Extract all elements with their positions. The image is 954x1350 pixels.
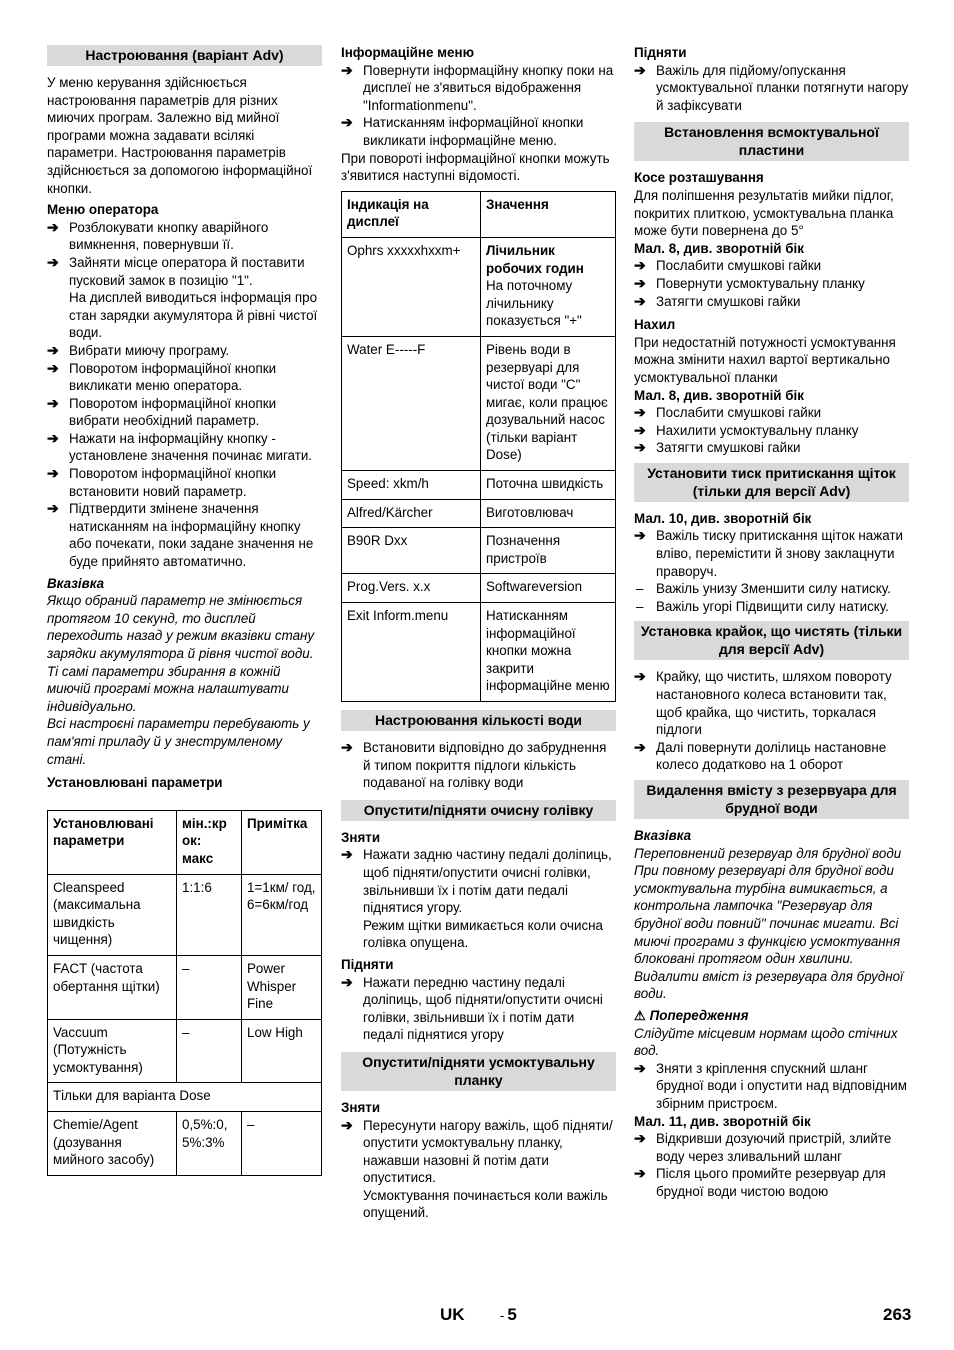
table-row [342, 528, 616, 574]
section-header-dirty-water: Видалення вмісту з резервуара для брудної води [634, 780, 909, 819]
tilt-text: При недостатній потужності усмоктування можна змінити нахил вартої вертикально усмоктувальної планки [634, 334, 896, 385]
table-header: Значення [481, 191, 616, 237]
squeegee-lower-note: Усмоктування починається коли важіль опущений. [363, 1187, 608, 1221]
section-header-cleaning-edges: Установка крайок, що чистять (тільки для версії Adv) [634, 621, 909, 660]
tilt-step: ➔ Затягти смушкові гайки [634, 439, 909, 457]
oblique-step: ➔ Затягти смушкові гайки [634, 293, 909, 311]
table-cell: Поточна швидкість [481, 471, 616, 500]
table-cell: Chemie/Agent (дозування мийного засобу) [48, 1112, 177, 1176]
operator-step: ➔ Нажати на інформаційну кнопку - установлене значення починає мигати. [47, 430, 322, 465]
section-header-settings: Настроювання (варіант Adv) [47, 45, 322, 66]
table-row [342, 336, 616, 470]
table-span-cell: Тільки для варіанта Dose [48, 1083, 322, 1112]
column-middle [341, 44, 616, 1222]
operator-step: ➔ Розблокувати кнопку аварійного вимкнення, повернувши її. [47, 219, 322, 254]
table-row [342, 471, 616, 500]
water-step: ➔ Встановити відповідно до забруднення й типом покриття підлоги кількість подаваної на голівку води [341, 739, 616, 792]
column-left [47, 44, 322, 1184]
footer-page-number: 5 [507, 1305, 517, 1324]
table-cell: Cleanspeed (максимальна швидкість чищення) [48, 874, 177, 955]
table-row [342, 237, 616, 336]
lower-title: Зняти [341, 829, 381, 845]
squeegee-raise-step: ➔ Важіль для підйому/опускання усмоктувальної планки потягнути нагору й зафіксувати [634, 62, 909, 115]
raise-title: Підняти [341, 956, 394, 972]
oblique-text: Для поліпшення результатів мийки підлог, покритих плиткою, усмоктувальна планка може бути повернена до 5° [634, 187, 894, 239]
squeegee-lower-title: Зняти [341, 1099, 381, 1115]
operator-step: ➔ Підтвердити змінене значення натисканням на інформаційну кнопку або почекати, поки задане значення не буде прийнято автоматично. [47, 500, 322, 570]
drain-step: ➔ Відкривши дозуючий пристрій, злийте воду через зливальний шланг [634, 1130, 909, 1165]
warning-triangle-icon: ⚠ [634, 1007, 646, 1023]
operator-step: ➔ Поворотом інформаційної кнопки вибрати необхідний параметр. [47, 395, 322, 430]
oblique-step: ➔ Повернути усмоктувальну планку [634, 275, 909, 293]
table-cell: Power Whisper Fine [242, 955, 322, 1019]
table-cell: Speed: xkm/h [342, 471, 481, 500]
warning-text: Слідуйте місцевим нормам щодо стічних вод. [634, 1025, 898, 1059]
operator-step: ➔ Вибрати миючу програму. [47, 342, 322, 360]
info-table [341, 191, 616, 702]
tilt-title: Нахил [634, 317, 676, 333]
params-table [47, 810, 322, 1176]
table-header: мін.:кр ок: макс [177, 810, 242, 874]
params-title: Установлювані параметри [47, 775, 223, 791]
section-header-brush-pressure: Установити тиск притискання щіток (тільки для версії Adv) [634, 463, 909, 502]
pressure-option: – Важіль угорі Підвищити силу натиску. [634, 598, 909, 616]
page-footer [0, 1306, 954, 1330]
table-cell [481, 237, 616, 336]
table-cell: 1=1км/ год, 6=6км/год [242, 874, 322, 955]
table-cell: 1:1:6 [177, 874, 242, 955]
table-cell: Натисканням інформаційної кнопки можна закрити інформаційне меню [481, 603, 616, 702]
table-cell: Water E-----F [342, 336, 481, 470]
drain-step: ➔ Зняти з кріплення спускний шланг брудної води і опустити над відповідним збірним пристроєм. [634, 1060, 909, 1113]
squeegee-raise-title: Підняти [634, 45, 687, 60]
table-cell: Softwareversion [481, 574, 616, 603]
squeegee-lower-step: ➔ Пересунути нагору важіль, щоб підняти/опустити усмоктувальну планку, нажавши назовні й потім дати опуститися. [341, 1117, 616, 1187]
lower-step: ➔ Нажати задню частину педалі доліпиць, щоб підняти/опустити очисні голівки, звільнивши їх і потім дати педалі піднятися угору. [341, 846, 616, 916]
operator-menu-title: Меню оператора [47, 202, 159, 218]
info-menu-title: Інформаційне меню [341, 45, 475, 60]
section-header-squeegee: Опустити/підняти усмоктувальну планку [341, 1052, 616, 1091]
edge-step: ➔ Далі повернути долілиць настановне колесо додатково на 1 оборот [634, 739, 909, 774]
raise-step: ➔ Нажати передню частину педалі доліпиць, щоб підняти/опустити очисні голівки, звільнивши їх і потім дати педалі піднятися угору [341, 974, 616, 1044]
tilt-step: ➔ Послабити смушкові гайки [634, 404, 909, 422]
note-title: Вказівка [47, 575, 105, 591]
note-title: Вказівка [634, 828, 692, 843]
info-step: ➔ Натисканням інформаційної кнопки викликати інформаційне меню. [341, 114, 616, 149]
table-cell: Виготовлювач [481, 499, 616, 528]
drain-step: ➔ Після цього промийте резервуар для брудної води чистою водою [634, 1165, 909, 1200]
table-cell: Позначення пристроїв [481, 528, 616, 574]
table-cell: Vaccuum (Потужність усмоктування) [48, 1019, 177, 1083]
section-header-water: Настроювання кількості води [341, 710, 616, 731]
table-row [342, 574, 616, 603]
table-cell: Рівень води в резервуарі для чистої води "C" мигає, коли працює дозувальний насос (тільки варіант Dose) [481, 336, 616, 470]
table-row [48, 955, 322, 1019]
operator-note: На дисплей виводиться інформація про стан зарядки акумулятора й рівні чистої води. [69, 290, 318, 341]
table-header: Примітка [242, 810, 322, 874]
table-row [342, 603, 616, 702]
table-cell-bold: Лічильник робочих годин [486, 242, 584, 276]
table-cell: – [177, 955, 242, 1019]
table-cell: Alfred/Kärcher [342, 499, 481, 528]
note-line: Всі настроєні параметри перебувають у пам'яті приладу й у знеструмленому стані. [47, 716, 310, 767]
footer-sheet-number: 263 [883, 1305, 912, 1324]
warning-title-text: Попередження [649, 1007, 749, 1023]
note-line: Ті самі параметри збирання в кожній миючій програмі можна налаштувати індивідуально. [47, 663, 289, 714]
figure-ref: Мал. 10, див. зворотній бік [634, 510, 812, 526]
figure-ref: Мал. 8, див. зворотній бік [634, 387, 804, 403]
table-header-row [48, 810, 322, 874]
note-text: Переповнений резервуар для брудної води При повному резервуарі для брудної води усмоктувальна турбіна вимикається, а контрольна лампочка "Резервуар для брудної води повний" починає мигати. Всі миючі програми з функцією усмоктування блоковані протягом один хвилини. Видалити вміст із резервуара для брудної води. [634, 845, 904, 1002]
figure-ref: Мал. 8, див. зворотній бік [634, 240, 804, 256]
edge-step: ➔ Крайку, що чистить, шляхом повороту настановного колеса встановити так, щоб крайка, що чистить, торкалася підлоги [634, 668, 909, 738]
table-cell: Low High [242, 1019, 322, 1083]
info-step: ➔ Повернути інформаційну кнопку поки на дисплеї не з'явиться відображення "Informationmenu". [341, 62, 616, 115]
section-header-suction-plate: Встановлення всмоктувальної пластини [634, 122, 909, 161]
lower-note: Режим щітки вимикається коли очисна голівка опущена. [363, 917, 603, 951]
table-row [48, 1019, 322, 1083]
table-header: Індикація на дисплеї [342, 191, 481, 237]
operator-step: ➔ Поворотом інформаційної кнопки встановити новий параметр. [47, 465, 322, 500]
table-cell: Ophrs xxxxxhxxm+ [342, 237, 481, 336]
oblique-step: ➔ Послабити смушкові гайки [634, 257, 909, 275]
table-cell: 0,5%:0, 5%:3% [177, 1112, 242, 1176]
table-row [48, 874, 322, 955]
table-cell: B90R Dxx [342, 528, 481, 574]
table-cell: – [242, 1112, 322, 1176]
table-cell: Prog.Vers. x.x [342, 574, 481, 603]
oblique-title: Косе розташування [634, 170, 764, 186]
pressure-step: ➔ Важіль тиску притискання щіток нажати вліво, перемістити й знову заклацнути праворуч. [634, 527, 909, 580]
table-header-row [342, 191, 616, 237]
operator-step: ➔ Поворотом інформаційної кнопки викликати меню оператора. [47, 360, 322, 395]
warning-title [634, 1007, 909, 1025]
table-cell-text: На поточному лічильнику показується "+" [486, 278, 582, 329]
section-header-brush-head: Опустити/підняти очисну голівку [341, 800, 616, 821]
figure-ref: Мал. 11, див. зворотній бік [634, 1113, 811, 1129]
footer-page: - 5 [500, 1305, 517, 1324]
operator-step: ➔ Зайняти місце оператора й поставити пусковий замок в позицію "1". [47, 254, 322, 289]
info-text: При повороті інформаційної кнопки можуть з'явитися наступні відомості. [341, 150, 610, 184]
table-cell: – [177, 1019, 242, 1083]
intro-paragraph: У меню керування здійснюється настроювання параметрів для різних миючих програм. Залежно від мийної програми можна задавати всілякі параметри. Настроювання параметрів здійснюється за допомогою інформаційної кнопки. [47, 75, 313, 196]
pressure-option: – Важіль унизу Зменшити силу натиску. [634, 580, 909, 598]
table-row [48, 1112, 322, 1176]
table-header: Установлювані параметри [48, 810, 177, 874]
footer-language: UK [440, 1305, 465, 1324]
note-line: Якщо обраний параметр не змінюється протягом 10 секунд, то дисплей переходить назад у режим вказівки стану зарядки акумулятора й рівня чистої води. [47, 593, 315, 661]
table-cell: Exit Inform.menu [342, 603, 481, 702]
table-row [48, 1083, 322, 1112]
table-row [342, 499, 616, 528]
column-right [634, 44, 909, 1200]
table-cell: FACT (частота обертання щітки) [48, 955, 177, 1019]
tilt-step: ➔ Нахилити усмоктувальну планку [634, 422, 909, 440]
